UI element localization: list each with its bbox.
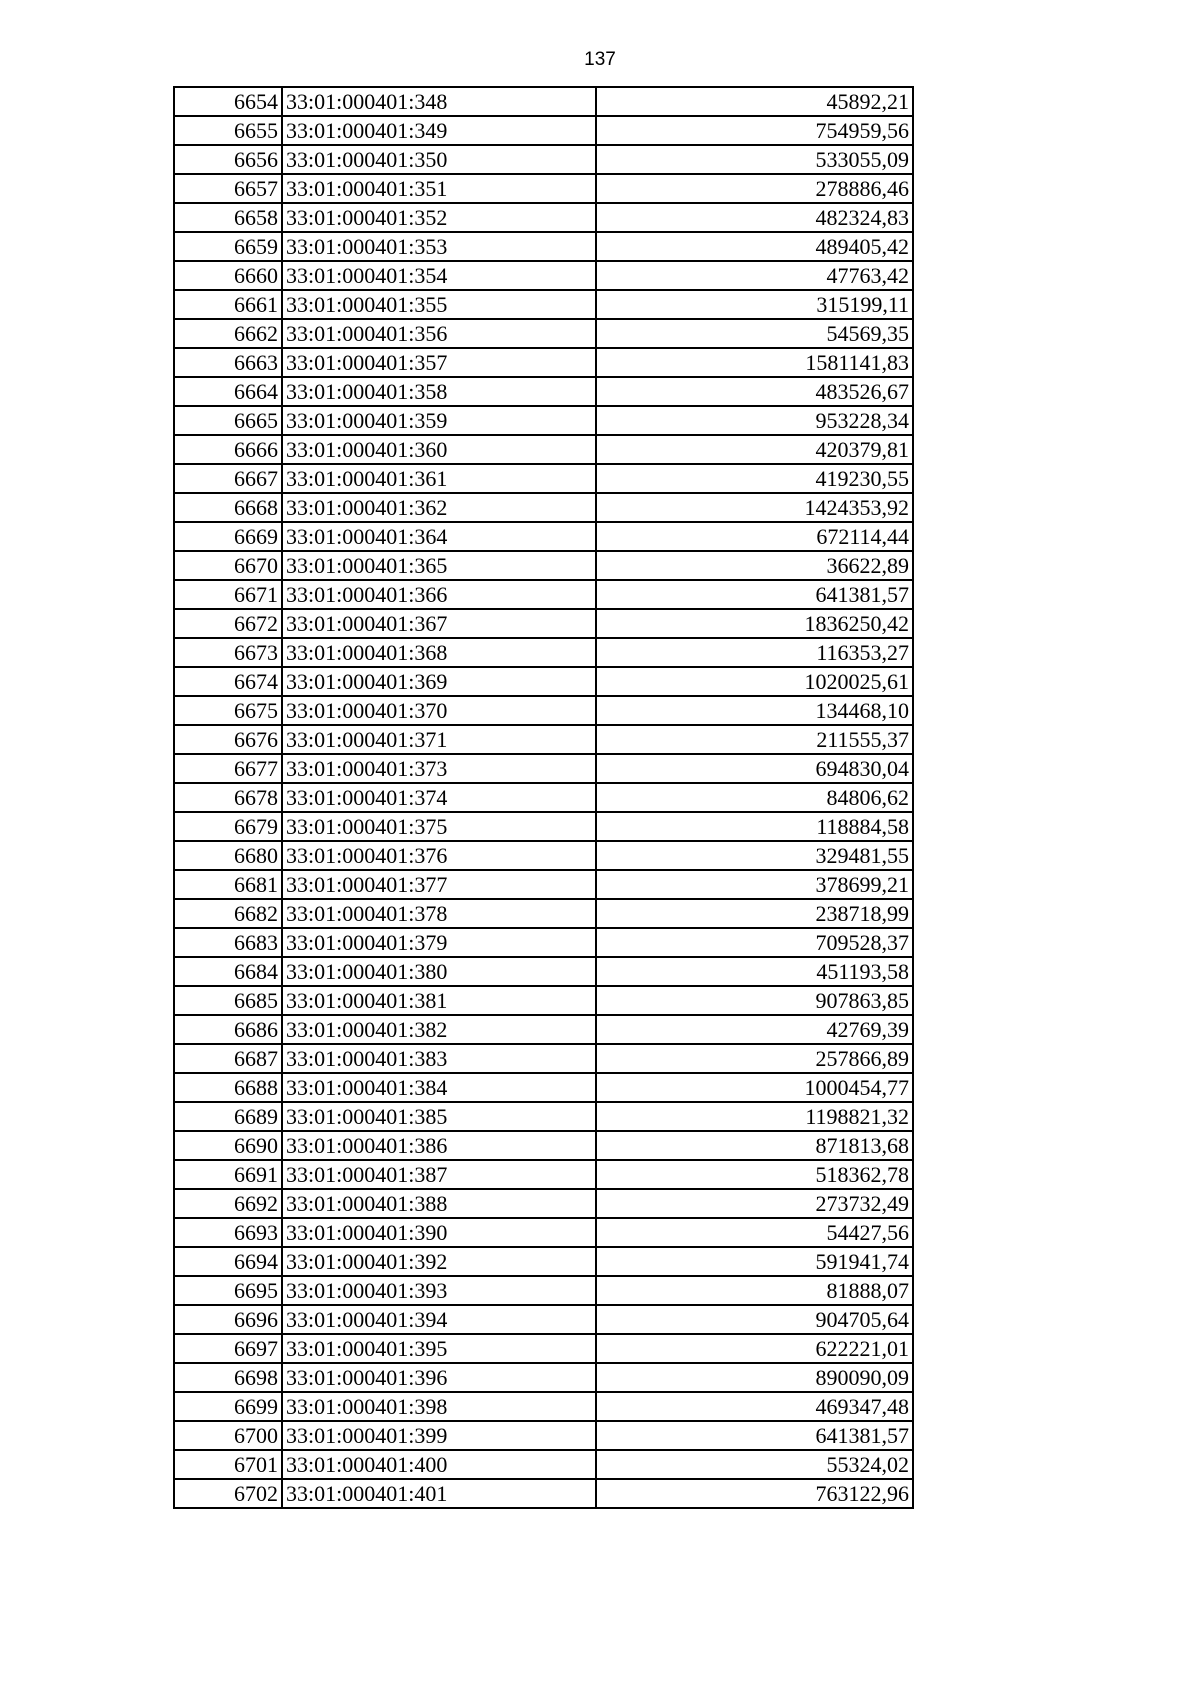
cadastral-number-cell: 33:01:000401:396 bbox=[282, 1363, 596, 1392]
table-row bbox=[174, 754, 913, 783]
cadastral-value-cell: 238718,99 bbox=[596, 899, 913, 928]
cadastral-number-cell: 33:01:000401:352 bbox=[282, 203, 596, 232]
cadastral-value-cell: 763122,96 bbox=[596, 1479, 913, 1508]
row-number-cell: 6659 bbox=[174, 232, 282, 261]
row-number-cell: 6689 bbox=[174, 1102, 282, 1131]
cadastral-value-cell: 709528,37 bbox=[596, 928, 913, 957]
table-row bbox=[174, 957, 913, 986]
row-number-cell: 6678 bbox=[174, 783, 282, 812]
cadastral-value-cell: 420379,81 bbox=[596, 435, 913, 464]
row-number-cell: 6698 bbox=[174, 1363, 282, 1392]
cadastral-value-cell: 904705,64 bbox=[596, 1305, 913, 1334]
table-row bbox=[174, 1276, 913, 1305]
row-number-cell: 6672 bbox=[174, 609, 282, 638]
table-row bbox=[174, 1392, 913, 1421]
row-number-cell: 6669 bbox=[174, 522, 282, 551]
cadastral-number-cell: 33:01:000401:399 bbox=[282, 1421, 596, 1450]
cadastral-value-cell: 257866,89 bbox=[596, 1044, 913, 1073]
table-row bbox=[174, 203, 913, 232]
row-number-cell: 6695 bbox=[174, 1276, 282, 1305]
table-row bbox=[174, 638, 913, 667]
cadastral-number-cell: 33:01:000401:395 bbox=[282, 1334, 596, 1363]
row-number-cell: 6697 bbox=[174, 1334, 282, 1363]
cadastral-value-cell: 1581141,83 bbox=[596, 348, 913, 377]
cadastral-number-cell: 33:01:000401:353 bbox=[282, 232, 596, 261]
row-number-cell: 6662 bbox=[174, 319, 282, 348]
row-number-cell: 6665 bbox=[174, 406, 282, 435]
table-row bbox=[174, 783, 913, 812]
cadastral-value-cell: 533055,09 bbox=[596, 145, 913, 174]
row-number-cell: 6667 bbox=[174, 464, 282, 493]
table-row bbox=[174, 522, 913, 551]
cadastral-number-cell: 33:01:000401:365 bbox=[282, 551, 596, 580]
table-row bbox=[174, 1160, 913, 1189]
cadastral-value-cell: 54569,35 bbox=[596, 319, 913, 348]
cadastral-number-cell: 33:01:000401:369 bbox=[282, 667, 596, 696]
table-row bbox=[174, 493, 913, 522]
cadastral-number-cell: 33:01:000401:362 bbox=[282, 493, 596, 522]
cadastral-value-cell: 36622,89 bbox=[596, 551, 913, 580]
table-row bbox=[174, 1305, 913, 1334]
table-row bbox=[174, 1015, 913, 1044]
cadastral-number-cell: 33:01:000401:376 bbox=[282, 841, 596, 870]
row-number-cell: 6663 bbox=[174, 348, 282, 377]
table-row bbox=[174, 435, 913, 464]
cadastral-number-cell: 33:01:000401:373 bbox=[282, 754, 596, 783]
row-number-cell: 6671 bbox=[174, 580, 282, 609]
cadastral-value-cell: 329481,55 bbox=[596, 841, 913, 870]
row-number-cell: 6688 bbox=[174, 1073, 282, 1102]
cadastral-value-cell: 1020025,61 bbox=[596, 667, 913, 696]
row-number-cell: 6693 bbox=[174, 1218, 282, 1247]
table-row bbox=[174, 261, 913, 290]
cadastral-value-cell: 1000454,77 bbox=[596, 1073, 913, 1102]
cadastral-value-cell: 81888,07 bbox=[596, 1276, 913, 1305]
cadastral-number-cell: 33:01:000401:349 bbox=[282, 116, 596, 145]
table-row bbox=[174, 1218, 913, 1247]
table-row bbox=[174, 87, 913, 116]
cadastral-value-cell: 118884,58 bbox=[596, 812, 913, 841]
cadastral-value-cell: 1424353,92 bbox=[596, 493, 913, 522]
cadastral-number-cell: 33:01:000401:401 bbox=[282, 1479, 596, 1508]
table-row bbox=[174, 812, 913, 841]
cadastral-number-cell: 33:01:000401:380 bbox=[282, 957, 596, 986]
table-row bbox=[174, 1102, 913, 1131]
row-number-cell: 6682 bbox=[174, 899, 282, 928]
cadastral-value-cell: 378699,21 bbox=[596, 870, 913, 899]
table-row bbox=[174, 841, 913, 870]
row-number-cell: 6664 bbox=[174, 377, 282, 406]
table-row bbox=[174, 145, 913, 174]
row-number-cell: 6660 bbox=[174, 261, 282, 290]
cadastral-value-cell: 672114,44 bbox=[596, 522, 913, 551]
table-row bbox=[174, 319, 913, 348]
cadastral-number-cell: 33:01:000401:355 bbox=[282, 290, 596, 319]
table-row bbox=[174, 1334, 913, 1363]
cadastral-number-cell: 33:01:000401:350 bbox=[282, 145, 596, 174]
cadastral-number-cell: 33:01:000401:382 bbox=[282, 1015, 596, 1044]
row-number-cell: 6685 bbox=[174, 986, 282, 1015]
table-row bbox=[174, 928, 913, 957]
row-number-cell: 6654 bbox=[174, 87, 282, 116]
row-number-cell: 6692 bbox=[174, 1189, 282, 1218]
row-number-cell: 6679 bbox=[174, 812, 282, 841]
table-row bbox=[174, 174, 913, 203]
cadastral-number-cell: 33:01:000401:354 bbox=[282, 261, 596, 290]
row-number-cell: 6673 bbox=[174, 638, 282, 667]
row-number-cell: 6687 bbox=[174, 1044, 282, 1073]
cadastral-value-cell: 134468,10 bbox=[596, 696, 913, 725]
cadastral-number-cell: 33:01:000401:375 bbox=[282, 812, 596, 841]
row-number-cell: 6700 bbox=[174, 1421, 282, 1450]
row-number-cell: 6655 bbox=[174, 116, 282, 145]
cadastral-number-cell: 33:01:000401:377 bbox=[282, 870, 596, 899]
row-number-cell: 6684 bbox=[174, 957, 282, 986]
cadastral-number-cell: 33:01:000401:370 bbox=[282, 696, 596, 725]
cadastral-value-cell: 116353,27 bbox=[596, 638, 913, 667]
row-number-cell: 6657 bbox=[174, 174, 282, 203]
cadastral-value-cell: 518362,78 bbox=[596, 1160, 913, 1189]
row-number-cell: 6686 bbox=[174, 1015, 282, 1044]
cadastral-number-cell: 33:01:000401:394 bbox=[282, 1305, 596, 1334]
cadastral-number-cell: 33:01:000401:392 bbox=[282, 1247, 596, 1276]
table-row bbox=[174, 696, 913, 725]
table-row bbox=[174, 899, 913, 928]
row-number-cell: 6675 bbox=[174, 696, 282, 725]
table-row bbox=[174, 406, 913, 435]
row-number-cell: 6691 bbox=[174, 1160, 282, 1189]
table-row bbox=[174, 986, 913, 1015]
cadastral-value-cell: 591941,74 bbox=[596, 1247, 913, 1276]
table-row bbox=[174, 667, 913, 696]
cadastral-value-cell: 641381,57 bbox=[596, 1421, 913, 1450]
row-number-cell: 6690 bbox=[174, 1131, 282, 1160]
row-number-cell: 6681 bbox=[174, 870, 282, 899]
cadastral-number-cell: 33:01:000401:383 bbox=[282, 1044, 596, 1073]
cadastral-number-cell: 33:01:000401:400 bbox=[282, 1450, 596, 1479]
cadastral-number-cell: 33:01:000401:384 bbox=[282, 1073, 596, 1102]
cadastral-number-cell: 33:01:000401:351 bbox=[282, 174, 596, 203]
cadastral-value-cell: 84806,62 bbox=[596, 783, 913, 812]
cadastral-number-cell: 33:01:000401:385 bbox=[282, 1102, 596, 1131]
table-row bbox=[174, 1421, 913, 1450]
table-row bbox=[174, 1073, 913, 1102]
row-number-cell: 6666 bbox=[174, 435, 282, 464]
cadastral-number-cell: 33:01:000401:361 bbox=[282, 464, 596, 493]
table-row bbox=[174, 551, 913, 580]
cadastral-number-cell: 33:01:000401:374 bbox=[282, 783, 596, 812]
table-row bbox=[174, 1131, 913, 1160]
cadastral-value-cell: 451193,58 bbox=[596, 957, 913, 986]
cadastral-value-cell: 273732,49 bbox=[596, 1189, 913, 1218]
table-row bbox=[174, 580, 913, 609]
cadastral-value-cell: 694830,04 bbox=[596, 754, 913, 783]
table-row bbox=[174, 377, 913, 406]
page-number: 137 bbox=[584, 49, 616, 70]
row-number-cell: 6661 bbox=[174, 290, 282, 319]
row-number-cell: 6656 bbox=[174, 145, 282, 174]
table-row bbox=[174, 1044, 913, 1073]
row-number-cell: 6680 bbox=[174, 841, 282, 870]
cadastral-number-cell: 33:01:000401:393 bbox=[282, 1276, 596, 1305]
cadastral-value-cell: 419230,55 bbox=[596, 464, 913, 493]
cadastral-value-cell: 482324,83 bbox=[596, 203, 913, 232]
cadastral-value-cell: 489405,42 bbox=[596, 232, 913, 261]
cadastral-value-cell: 54427,56 bbox=[596, 1218, 913, 1247]
table-row bbox=[174, 464, 913, 493]
table-row bbox=[174, 1189, 913, 1218]
cadastral-value-cell: 754959,56 bbox=[596, 116, 913, 145]
cadastral-value-cell: 1198821,32 bbox=[596, 1102, 913, 1131]
table-row bbox=[174, 870, 913, 899]
row-number-cell: 6676 bbox=[174, 725, 282, 754]
cadastral-number-cell: 33:01:000401:359 bbox=[282, 406, 596, 435]
cadastral-number-cell: 33:01:000401:371 bbox=[282, 725, 596, 754]
cadastral-value-cell: 55324,02 bbox=[596, 1450, 913, 1479]
cadastral-number-cell: 33:01:000401:386 bbox=[282, 1131, 596, 1160]
cadastral-value-cell: 953228,34 bbox=[596, 406, 913, 435]
row-number-cell: 6699 bbox=[174, 1392, 282, 1421]
cadastral-number-cell: 33:01:000401:366 bbox=[282, 580, 596, 609]
table-row bbox=[174, 348, 913, 377]
cadastral-number-cell: 33:01:000401:378 bbox=[282, 899, 596, 928]
table-body bbox=[174, 87, 913, 1508]
cadastral-value-cell: 890090,09 bbox=[596, 1363, 913, 1392]
cadastral-value-cell: 42769,39 bbox=[596, 1015, 913, 1044]
cadastral-number-cell: 33:01:000401:390 bbox=[282, 1218, 596, 1247]
cadastral-number-cell: 33:01:000401:381 bbox=[282, 986, 596, 1015]
cadastral-number-cell: 33:01:000401:388 bbox=[282, 1189, 596, 1218]
cadastral-number-cell: 33:01:000401:360 bbox=[282, 435, 596, 464]
cadastral-value-cell: 278886,46 bbox=[596, 174, 913, 203]
cadastral-value-cell: 45892,21 bbox=[596, 87, 913, 116]
cadastral-number-cell: 33:01:000401:357 bbox=[282, 348, 596, 377]
cadastral-value-cell: 469347,48 bbox=[596, 1392, 913, 1421]
cadastral-value-cell: 622221,01 bbox=[596, 1334, 913, 1363]
cadastral-number-cell: 33:01:000401:387 bbox=[282, 1160, 596, 1189]
row-number-cell: 6683 bbox=[174, 928, 282, 957]
row-number-cell: 6701 bbox=[174, 1450, 282, 1479]
cadastral-value-cell: 1836250,42 bbox=[596, 609, 913, 638]
row-number-cell: 6658 bbox=[174, 203, 282, 232]
table-row bbox=[174, 1363, 913, 1392]
cadastral-number-cell: 33:01:000401:358 bbox=[282, 377, 596, 406]
cadastral-number-cell: 33:01:000401:364 bbox=[282, 522, 596, 551]
cadastral-value-cell: 907863,85 bbox=[596, 986, 913, 1015]
cadastral-number-cell: 33:01:000401:379 bbox=[282, 928, 596, 957]
row-number-cell: 6677 bbox=[174, 754, 282, 783]
cadastral-value-cell: 871813,68 bbox=[596, 1131, 913, 1160]
cadastral-number-cell: 33:01:000401:368 bbox=[282, 638, 596, 667]
cadastral-number-cell: 33:01:000401:356 bbox=[282, 319, 596, 348]
cadastral-value-cell: 483526,67 bbox=[596, 377, 913, 406]
row-number-cell: 6702 bbox=[174, 1479, 282, 1508]
table-row bbox=[174, 1479, 913, 1508]
cadastral-value-cell: 47763,42 bbox=[596, 261, 913, 290]
cadastral-value-cell: 211555,37 bbox=[596, 725, 913, 754]
row-number-cell: 6668 bbox=[174, 493, 282, 522]
table-row bbox=[174, 1450, 913, 1479]
cadastral-value-cell: 641381,57 bbox=[596, 580, 913, 609]
table-row bbox=[174, 609, 913, 638]
cadastral-value-table bbox=[173, 86, 914, 1509]
table-row bbox=[174, 290, 913, 319]
table-row bbox=[174, 725, 913, 754]
row-number-cell: 6696 bbox=[174, 1305, 282, 1334]
cadastral-number-cell: 33:01:000401:398 bbox=[282, 1392, 596, 1421]
cadastral-number-cell: 33:01:000401:348 bbox=[282, 87, 596, 116]
row-number-cell: 6670 bbox=[174, 551, 282, 580]
table-row bbox=[174, 1247, 913, 1276]
table-row bbox=[174, 116, 913, 145]
cadastral-number-cell: 33:01:000401:367 bbox=[282, 609, 596, 638]
table-row bbox=[174, 232, 913, 261]
row-number-cell: 6674 bbox=[174, 667, 282, 696]
cadastral-value-cell: 315199,11 bbox=[596, 290, 913, 319]
row-number-cell: 6694 bbox=[174, 1247, 282, 1276]
